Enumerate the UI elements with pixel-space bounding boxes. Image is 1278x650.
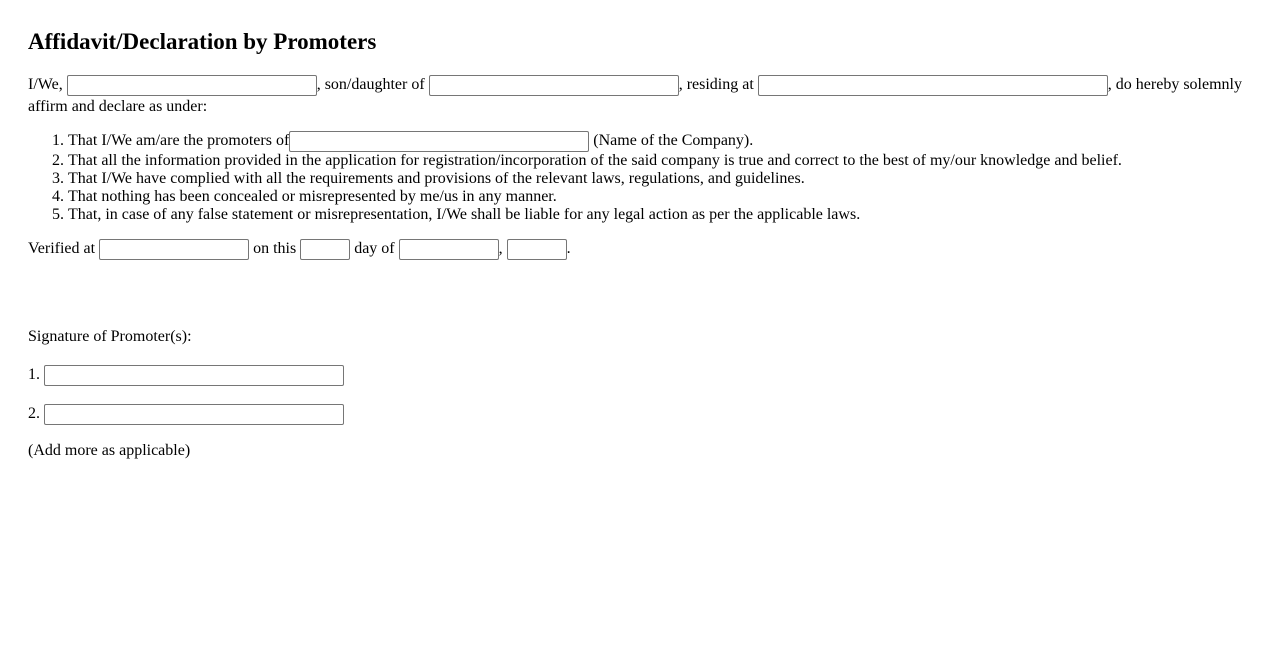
clause-4: 4. That nothing has been concealed or misrepresented by me/us in any manner. [68,188,1122,206]
clause-1 [68,130,1122,152]
intro-paragraph [28,74,1250,117]
signature-heading: Signature of Promoter(s): [28,328,192,345]
intro-prefix: I/We, [28,76,63,93]
clause-1-text: That I/We am/are the promoters of [68,132,290,149]
verified-at-label: Verified at [28,240,96,257]
company-name-input[interactable] [289,131,589,152]
clause-1-suffix: (Name of the Company). [589,132,754,149]
declaration-clauses [28,130,1122,224]
day-of-label: day of [350,240,395,257]
intro-residing-label: , residing at [678,76,754,93]
parent-name-input[interactable] [429,75,679,96]
period-separator: . [566,240,571,257]
intro-suffix: , do hereby solemnly affirm and declare as under: [28,76,1242,115]
comma-separator: , [498,240,503,257]
page-title: Affidavit/Declaration by Promoters [28,29,377,54]
address-input[interactable] [758,75,1108,96]
verified-month-input[interactable] [399,239,499,260]
signature-1-input[interactable] [44,365,344,386]
signature-row-1 [28,364,344,386]
intro-son-daughter-label: , son/daughter of [316,76,425,93]
verified-place-input[interactable] [99,239,249,260]
clause-2: 2. That all the information provided in the application for registration/incorporation of the said company is true and correct to the best of my/our knowledge and belief. [68,152,1122,170]
clause-3: 3. That I/We have complied with all the requirements and provisions of the relevant laws, regulations, and guidelines. [68,170,1122,188]
signature-2-input[interactable] [44,404,344,425]
signature-row-2-label: 2. [28,405,40,422]
verified-day-input[interactable] [300,239,350,260]
signature-row-2 [28,403,344,425]
promoter-name-input[interactable] [67,75,317,96]
verified-year-input[interactable] [507,239,567,260]
clause-5: 5. That, in case of any false statement or misrepresentation, I/We shall be liable for any legal action as per the applicable laws. [68,206,1122,224]
signature-row-1-label: 1. [28,366,40,383]
on-this-label: on this [249,240,297,257]
add-more-note: (Add more as applicable) [28,442,191,459]
verification-line [28,238,571,260]
